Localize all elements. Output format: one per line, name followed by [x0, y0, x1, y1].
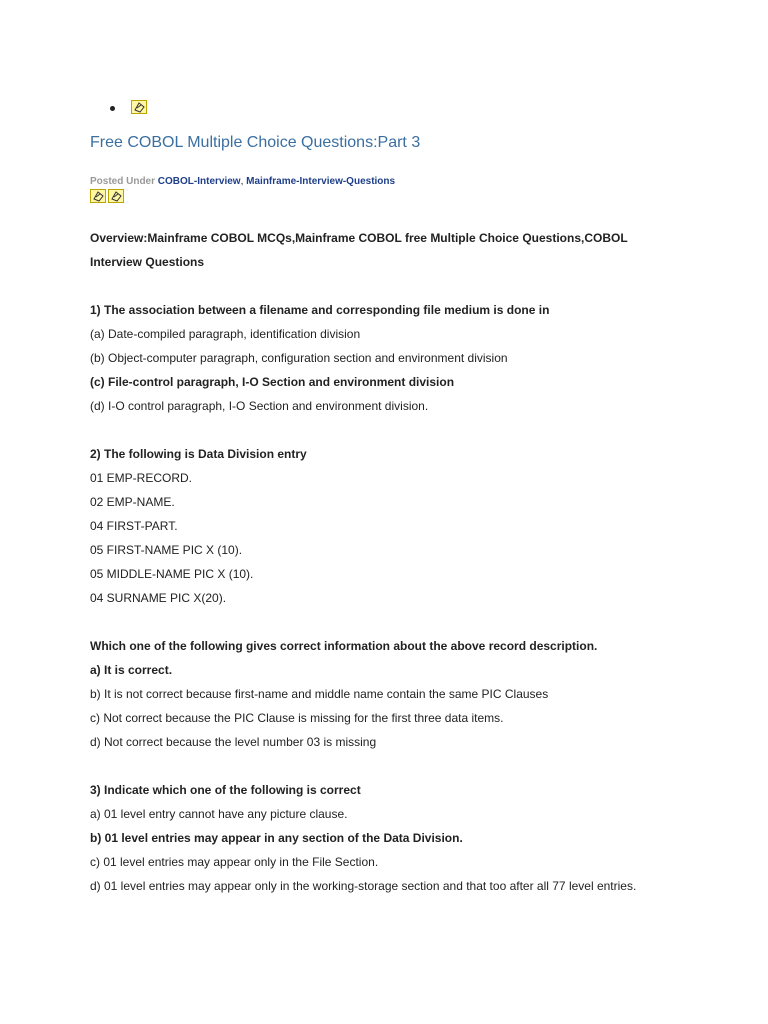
q2-code-line: 05 MIDDLE-NAME PIC X (10). [90, 567, 254, 581]
category-link-mainframe-interview-questions[interactable]: Mainframe-Interview-Questions [246, 176, 396, 187]
posted-label: Posted Under [90, 176, 156, 187]
q2-code-line: 01 EMP-RECORD. [90, 471, 193, 485]
q1-option-d: (d) I-O control paragraph, I-O Section and environment division. [90, 399, 429, 413]
q2-prompt: Which one of the following gives correct information about the above record description. [90, 639, 598, 653]
category-separator: , [240, 176, 247, 187]
page-title: Free COBOL Multiple Choice Questions:Part 3 [90, 134, 421, 151]
overview-line-2: Interview Questions [90, 255, 205, 269]
overview-line-1: Overview:Mainframe COBOL MCQs,Mainframe COBOL free Multiple Choice Questions,COBOL [90, 231, 628, 245]
q2-code-line: 04 FIRST-PART. [90, 519, 178, 533]
q3-option-a: a) 01 level entry cannot have any picture clause. [90, 807, 348, 821]
q1-option-a: (a) Date-compiled paragraph, identification division [90, 327, 361, 341]
edit-icon[interactable] [108, 189, 124, 203]
q3-option-c: c) 01 level entries may appear only in the File Section. [90, 855, 379, 869]
bullet-item [110, 97, 149, 117]
q1-option-c: (c) File-control paragraph, I-O Section and environment division [90, 375, 455, 389]
q3-option-b: b) 01 level entries may appear in any section of the Data Division. [90, 831, 463, 845]
edit-icon[interactable] [131, 100, 147, 114]
category-link-cobol-interview[interactable]: COBOL-Interview [157, 176, 241, 187]
q2-option-d: d) Not correct because the level number 03 is missing [90, 735, 377, 749]
posted-icons [90, 189, 126, 203]
q2-option-c: c) Not correct because the PIC Clause is missing for the first three data items. [90, 711, 504, 725]
posted-under [90, 176, 395, 187]
q2-option-b: b) It is not correct because first-name and middle name contain the same PIC Clauses [90, 687, 549, 701]
bullet-dot [110, 106, 115, 111]
edit-icon[interactable] [90, 189, 106, 203]
q3-question: 3) Indicate which one of the following is correct [90, 783, 361, 797]
q1-question: 1) The association between a filename and corresponding file medium is done in [90, 303, 550, 317]
article-body [90, 226, 730, 898]
q2-code-line: 02 EMP-NAME. [90, 495, 175, 509]
q2-code-line: 04 SURNAME PIC X(20). [90, 591, 227, 605]
q2-option-a: a) It is correct. [90, 663, 173, 677]
q2-code-line: 05 FIRST-NAME PIC X (10). [90, 543, 243, 557]
q2-question: 2) The following is Data Division entry [90, 447, 307, 461]
q1-option-b: (b) Object-computer paragraph, configuration section and environment division [90, 351, 508, 365]
q3-option-d: d) 01 level entries may appear only in the working-storage section and that too after all 77 level entries. [90, 879, 637, 893]
